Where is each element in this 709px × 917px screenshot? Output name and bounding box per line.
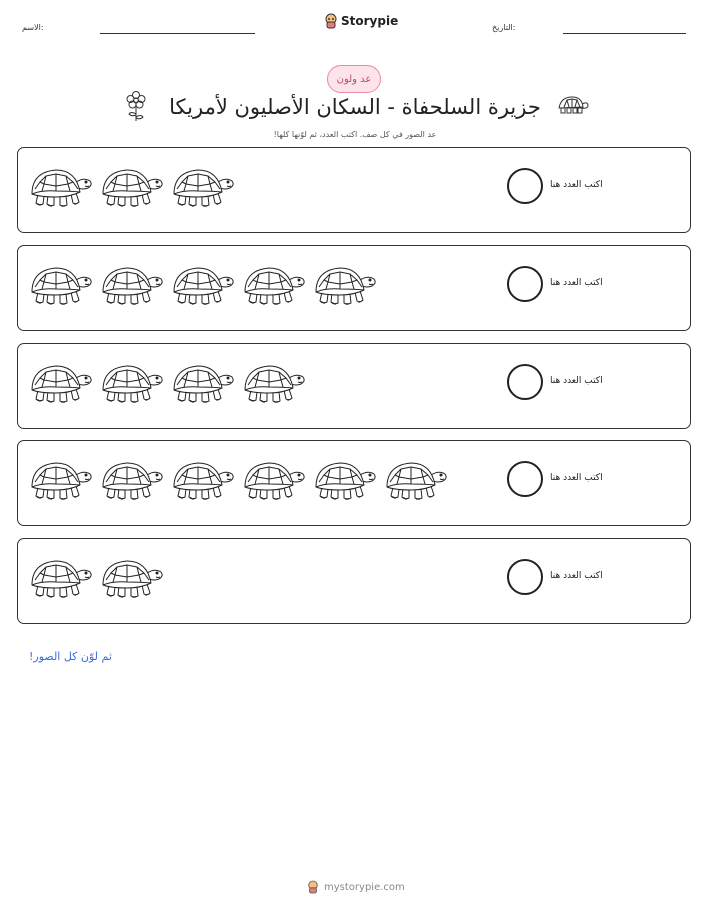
count-row-3 xyxy=(17,343,691,429)
turtle-group xyxy=(30,362,307,406)
turtle-picture xyxy=(101,264,165,308)
footer xyxy=(307,880,405,894)
answer-label: اكتب العدد هنا xyxy=(550,180,603,190)
turtle-picture xyxy=(172,362,236,406)
turtle-picture xyxy=(30,264,94,308)
date-line[interactable] xyxy=(563,33,686,34)
turtle-picture xyxy=(30,362,94,406)
answer-circle[interactable] xyxy=(507,461,543,497)
turtle-group xyxy=(30,459,449,503)
footer-url[interactable]: mystorypie.com xyxy=(324,881,405,893)
turtle-picture xyxy=(172,264,236,308)
answer-label: اكتب العدد هنا xyxy=(550,278,603,288)
turtle-picture xyxy=(101,362,165,406)
activity-badge: عد ولون xyxy=(327,65,381,93)
answer-circle[interactable] xyxy=(507,168,543,204)
turtle-picture xyxy=(101,459,165,503)
count-row-1 xyxy=(17,147,691,233)
answer-label: اكتب العدد هنا xyxy=(550,376,603,386)
count-row-5 xyxy=(17,538,691,624)
answer-circle[interactable] xyxy=(507,559,543,595)
turtle-picture xyxy=(314,264,378,308)
turtle-group xyxy=(30,557,165,601)
count-row-2 xyxy=(17,245,691,331)
count-row-4 xyxy=(17,440,691,526)
answer-label: اكتب العدد هنا xyxy=(550,571,603,581)
storypie-mascot-icon xyxy=(307,880,319,894)
name-line[interactable] xyxy=(100,33,255,34)
turtle-picture xyxy=(243,264,307,308)
turtle-picture xyxy=(243,459,307,503)
turtle-icon xyxy=(555,94,589,116)
page-title: جزيرة السلحفاة - السكان الأصليون لأمريكا xyxy=(169,95,541,119)
turtle-picture xyxy=(101,166,165,210)
turtle-group xyxy=(30,264,378,308)
turtle-picture xyxy=(30,459,94,503)
answer-circle[interactable] xyxy=(507,266,543,302)
instructions-subtitle: عد الصور في كل صف. اكتب العدد، ثم لوّنها كلها! xyxy=(273,130,437,139)
name-label: الاسم: xyxy=(22,23,44,32)
flower-icon xyxy=(125,90,147,122)
turtle-picture xyxy=(101,557,165,601)
answer-label: اكتب العدد هنا xyxy=(550,473,603,483)
turtle-picture xyxy=(385,459,449,503)
answer-circle[interactable] xyxy=(507,364,543,400)
date-label: التاريخ: xyxy=(492,23,516,32)
turtle-picture xyxy=(30,166,94,210)
storypie-mascot-icon xyxy=(324,13,338,29)
turtle-group xyxy=(30,166,236,210)
turtle-picture xyxy=(314,459,378,503)
storypie-logo xyxy=(324,13,398,29)
turtle-picture xyxy=(172,166,236,210)
turtle-picture xyxy=(30,557,94,601)
brand-name: Storypie xyxy=(341,14,399,28)
turtle-picture xyxy=(243,362,307,406)
turtle-picture xyxy=(172,459,236,503)
coloring-instruction: ثم لوّن كل الصور! xyxy=(29,650,112,663)
